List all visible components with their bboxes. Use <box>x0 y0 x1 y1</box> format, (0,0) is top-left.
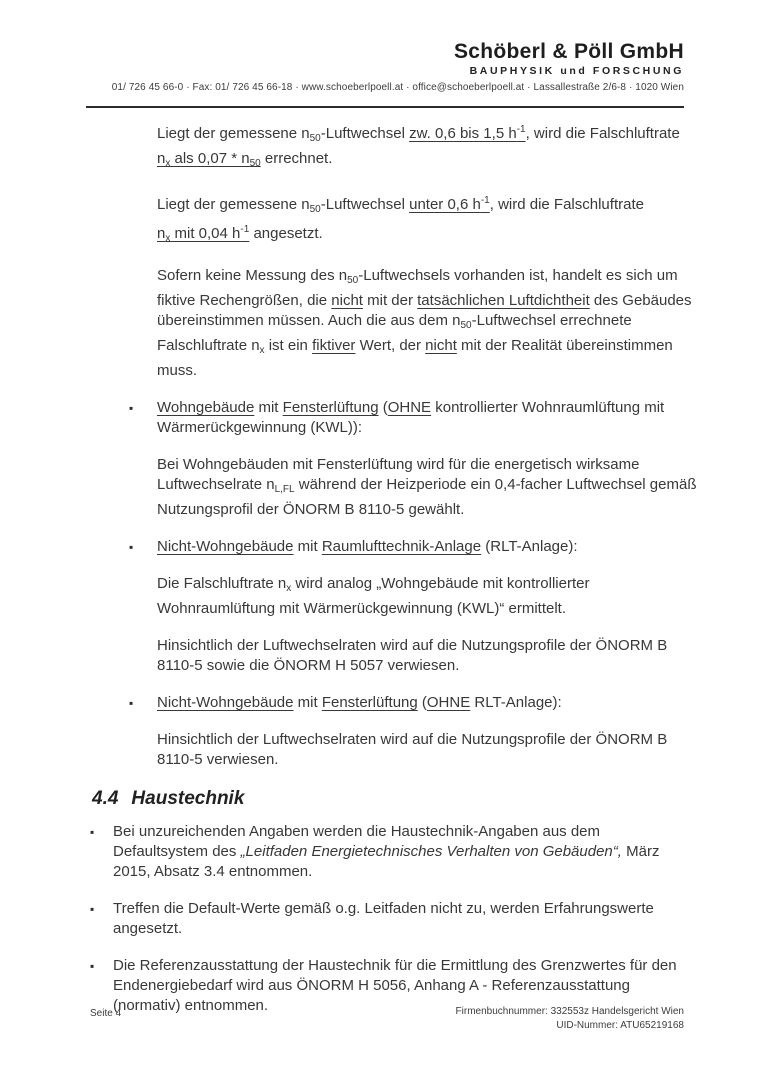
company-name: Schöberl & Pöll GmbH <box>453 40 684 63</box>
page-number: Seite 4 <box>90 1008 122 1019</box>
footer-company-ids <box>456 1005 684 1033</box>
bullet-icon: ▪ <box>90 902 95 916</box>
paragraph: Sofern keine Messung des $n_{50}$-Luftwechsels vorhanden ist, handelt es sich um fiktive Rechengrößen, die nicht mit der tatsächlichen Luftdichtheit des Gebäudes übereinstimmen müssen. Auch die aus dem $n_{50}$-Luftwechsel errechnete Falschluftrate $n_x$ ist ein fiktiver Wert, der nicht mit der Realität übereinstimmen muss. <box>157 267 692 379</box>
footer-register-number: Firmenbuchnummer: 332553z Handelsgericht Wien <box>455 1006 684 1017</box>
bullet-item <box>129 537 710 557</box>
section-heading <box>92 787 710 811</box>
bullet-icon: ▪ <box>129 540 134 554</box>
bullet-text: Treffen die Default-Werte gemäß o.g. Leitfaden nicht zu, werden Erfahrungswerte angesetzt. <box>113 900 654 937</box>
company-contact-line: 01/ 726 45 66-0 · Fax: 01/ 726 45 66-18 · www.schoeberlpoell.at · office@schoeberlpoell.at · Lassallestraße 2/6-8 · 1020 Wien <box>111 82 684 93</box>
bullet-icon: ▪ <box>90 959 95 973</box>
bullet-icon: ▪ <box>129 696 134 710</box>
paragraph: Liegt der gemessene $n_{50}$-Luftwechsel unter 0,6 $h^{-1}$, wird die Falschluftrate $n_x$ mit 0,04 $h^{-1}$ angesetzt. <box>157 195 644 244</box>
bullet-text: Die Referenzausstattung der Haustechnik für die Ermittlung des Grenzwertes für den Endenergiebedarf wird aus ÖNORM H 5056, Anhang A - Referenzausstattung (normativ) entnommen. <box>113 957 677 1014</box>
bullet-item <box>90 899 710 939</box>
paragraph: Die Falschluftrate $n_x$ wird analog „Wohngebäude mit kontrollierter Wohnraumlüftung mit Wärmerückgewinnung (KWL)“ ermittelt. <box>157 575 590 617</box>
bullet-icon: ▪ <box>90 825 95 839</box>
company-tagline: BAUPHYSIK und FORSCHUNG <box>469 65 684 77</box>
section-number: 4.4 <box>92 788 119 809</box>
bullet-text: Nicht-Wohngebäude mit Fensterlüftung (OHNE RLT-Anlage): <box>157 694 562 711</box>
document-body <box>90 120 710 1033</box>
footer-uid-number: UID-Nummer: ATU65219168 <box>556 1020 684 1031</box>
bullet-item <box>129 398 710 438</box>
bullet-text: Wohngebäude mit Fensterlüftung (OHNE kontrollierter Wohnraumlüftung mit Wärmerückgewinnung (KWL)): <box>157 399 665 436</box>
bullet-item <box>129 693 710 713</box>
section-title: Haustechnik <box>131 788 245 809</box>
bullet-icon: ▪ <box>129 401 134 415</box>
paragraph: Hinsichtlich der Luftwechselraten wird auf die Nutzungsprofile der ÖNORM B 8110-5 sowie die ÖNORM H 5057 verwiesen. <box>157 637 668 674</box>
header-divider <box>86 106 684 108</box>
paragraph: Hinsichtlich der Luftwechselraten wird auf die Nutzungsprofile der ÖNORM B 8110-5 verwiesen. <box>157 731 668 768</box>
paragraph: Liegt der gemessene $n_{50}$-Luftwechsel zw. 0,6 bis 1,5 $h^{-1}$, wird die Falschluftrate $n_x$ als $0,07 * n_{50}$ errechnet. <box>157 124 680 169</box>
bullet-text: Bei unzureichenden Angaben werden die Haustechnik-Angaben aus dem Defaultsystem des „Leitfaden Energietechnisches Verhalten von Gebäuden“, März 2015, Absatz 3.4 entnommen. <box>113 823 660 880</box>
paragraph: Bei Wohngebäuden mit Fensterlüftung wird für die energetisch wirksame Luftwechselrate $n_{L,FL}$ während der Heizperiode ein 0,4-facher Luftwechsel gemäß Nutzungsprofil der ÖNORM B 8110-5 gewählt. <box>157 456 697 518</box>
page-header <box>112 40 684 93</box>
bullet-item <box>90 822 710 882</box>
bullet-text: Nicht-Wohngebäude mit Raumlufttechnik-Anlage (RLT-Anlage): <box>157 538 578 555</box>
